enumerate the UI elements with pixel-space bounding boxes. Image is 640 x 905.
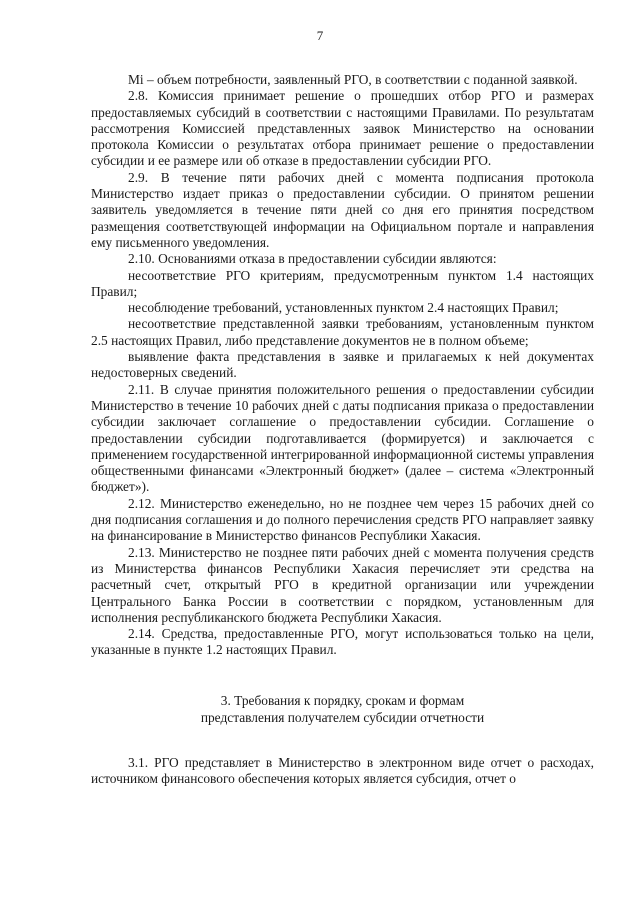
- paragraph-2-11: 2.11. В случае принятия положительного решения о предоставлении субсидии Министерство в течение 10 рабочих дней с даты подписания приказа о предоставлении субсидии заключает соглашение о предоставлении субсидии. Соглашение о предоставлении субсидии подготавливается (формируется) и заключается с применением государственной интегрированной информационной системы управления общественными финансами «Электронный бюджет» (далее – система «Электронный бюджет»).: [91, 381, 594, 495]
- refusal-reason-3: несоответствие представленной заявки требованиям, установленным пунктом 2.5 настоящих Правил, либо представление документов не в полном объеме;: [91, 316, 594, 348]
- refusal-reason-2: несоблюдение требований, установленных пунктом 2.4 настоящих Правил;: [128, 300, 559, 316]
- section-3-heading: [91, 692, 594, 726]
- paragraph-2-12: 2.12. Министерство еженедельно, но не позднее чем через 15 рабочих дней со дня подписания соглашения и до полного перечисления средств РГО направляет заявку на финансирование в Министерство финансов Республики Хакасия.: [91, 495, 594, 544]
- refusal-reason-1: несоответствие РГО критериям, предусмотренным пунктом 1.4 настоящих Правил;: [91, 267, 594, 299]
- paragraph-mi-definition: Mi – объем потребности, заявленный РГО, в соответствии с поданной заявкой.: [128, 72, 578, 87]
- paragraph-2-10: 2.10. Основаниями отказа в предоставлении субсидии являются:: [128, 251, 497, 267]
- paragraph-3-1: 3.1. РГО представляет в Министерство в электронном виде отчет о расходах, источником финансового обеспечения которых является субсидия, отчет о: [91, 754, 594, 786]
- paragraph-2-14: 2.14. Средства, предоставленные РГО, могут использоваться только на цели, указанные в пункте 1.2 настоящих Правил.: [91, 626, 594, 658]
- document-body: [91, 72, 594, 787]
- paragraph-2-13: 2.13. Министерство не позднее пяти рабочих дней с момента получения средств из Министерства финансов Республики Хакасия перечисляет эти средства на расчетный счет, открытый РГО в кредитной организации или учреждении Центрального Банка России в соответствии с порядком, установленным для исполнения республиканского бюджета Республики Хакасия.: [91, 544, 594, 625]
- section-heading-line-1: 3. Требования к порядку, срокам и формам: [220, 692, 465, 708]
- refusal-reason-4: выявление факта представления в заявке и прилагаемых к ней документах недостоверных сведений.: [91, 349, 594, 381]
- section-heading-line-2: представления получателем субсидии отчетности: [200, 709, 485, 725]
- paragraph-2-8: 2.8. Комиссия принимает решение о прошедших отбор РГО и размерах предоставляемых субсидий в соответствии с настоящими Правилами. По результатам рассмотрения Комиссией представленных заявок Министерство на основании протокола Комиссии о результатах отбора принимает решение о предоставлении субсидии и ее размере или об отказе в предоставлении субсидии РГО.: [91, 88, 594, 169]
- paragraph-2-9: 2.9. В течение пяти рабочих дней с момента подписания протокола Министерство издает приказ о предоставлении субсидии. О принятом решении заявитель уведомляется в течение пяти дней со дня его принятия посредством размещения соответствующей информации на Официальном портале и направления ему письменного уведомления.: [91, 169, 594, 250]
- page-number: 7: [316, 28, 324, 43]
